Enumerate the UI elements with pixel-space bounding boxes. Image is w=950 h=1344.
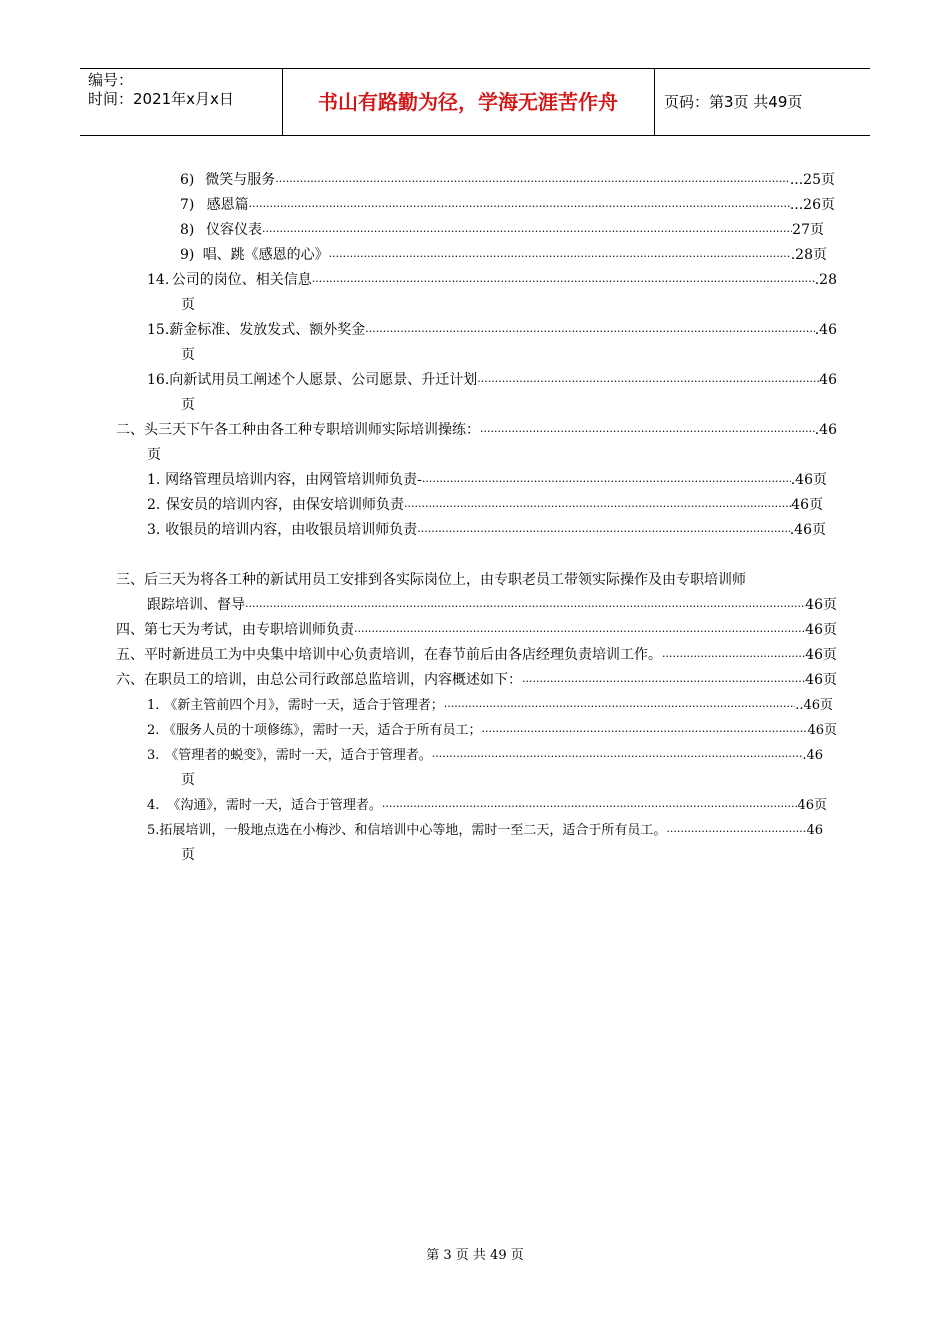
- toc-entry: [147, 318, 837, 343]
- toc-entry-page: .46: [814, 322, 837, 338]
- toc-entry-page-cont: 页: [181, 297, 195, 313]
- toc-leader-dots: [422, 471, 791, 493]
- toc-section-title: 五、平时新进员工为中央集中培训中心负责培训，在春节前后由各店经理负责培训工作。: [116, 647, 662, 663]
- toc-entry-page: 46页: [807, 723, 837, 738]
- toc-entry: [147, 743, 823, 768]
- toc-entry: [180, 243, 827, 268]
- toc-leader-dots: [480, 421, 815, 443]
- toc-entry: [180, 193, 835, 218]
- toc-entry: [147, 518, 826, 543]
- toc-entry-page: ...26页: [789, 197, 835, 213]
- toc-section: [116, 418, 837, 443]
- toc-entry-page: .46页: [789, 522, 826, 538]
- toc-entry-title: 保安员的培训内容，由保安培训师负责: [166, 497, 405, 513]
- toc-entry-page: 46页: [791, 497, 823, 513]
- toc-section: [116, 643, 837, 668]
- toc-entry-title: 《新主管前四个月》，需时一天，适合于管理者；: [164, 698, 444, 713]
- toc-entry: [147, 693, 833, 718]
- toc-leader-dots: [329, 246, 791, 268]
- toc-leader-dots: [249, 196, 790, 218]
- toc-entry-title: 收银员的培训内容，由收银员培训师负责: [165, 522, 418, 538]
- toc-entry-page: 27页: [792, 222, 824, 238]
- toc-entry-title: 《沟通》，需时一天，适合于管理者。: [167, 798, 382, 813]
- toc-entry-number: 7): [180, 197, 195, 213]
- toc-leader-dots: [522, 671, 805, 693]
- toc-section-title: 三、后三天为将各工种的新试用员工安排到各实际岗位上，由专职老员工带领实际操作及由专职培训师: [116, 572, 746, 588]
- toc-leader-dots: [245, 596, 805, 618]
- toc-entry-title: 公司的岗位、相关信息: [171, 272, 312, 288]
- toc-entry: [147, 468, 827, 493]
- toc-entry-title: 向新试用员工阐述个人愿景、公司愿景、升迁计划: [169, 372, 478, 388]
- toc-entry-title: 《管理者的蜕变》，需时一天，适合于管理者。: [165, 748, 432, 763]
- toc-entry-number: 6): [180, 172, 195, 188]
- toc-section: [116, 618, 837, 643]
- toc-entry: [147, 818, 823, 843]
- toc-leader-dots: [482, 721, 808, 743]
- toc-leader-dots: [262, 221, 792, 243]
- toc-entry-page: 46页: [805, 647, 837, 663]
- toc-entry-title: 仪容仪表: [206, 222, 263, 238]
- toc-entry-title: 拓展培训，一般地点选在小梅沙、和信培训中心等地，需时一至二天，适合于所有员工。: [159, 823, 667, 838]
- toc-leader-dots: [432, 746, 803, 768]
- toc-entry-number: 4.: [147, 798, 160, 813]
- toc-entry-number: 14.: [147, 272, 170, 288]
- toc-section-title: 四、第七天为考试，由专职培训师负责: [116, 622, 354, 638]
- header-page-label: 页码：第3页 共49页: [664, 93, 803, 111]
- toc-leader-dots: [417, 521, 789, 543]
- toc-leader-dots: [365, 321, 814, 343]
- toc-entry-title: 薪金标准、发放发式、额外奖金: [169, 322, 366, 338]
- toc-entry-page: .28: [814, 272, 837, 288]
- toc-entry-page: ..46页: [795, 698, 833, 713]
- toc-entry-number: 3.: [147, 748, 160, 763]
- toc-entry-number: 8): [180, 222, 195, 238]
- toc-entry-number: 1.: [147, 698, 160, 713]
- toc-entry-number: 2.: [147, 723, 160, 738]
- toc-entry-page: .28页: [790, 247, 827, 263]
- toc-entry-title: 网络管理员培训内容，由网管培训师负责-: [165, 472, 422, 488]
- page-footer: 第 3 页 共 49 页: [426, 1248, 524, 1263]
- toc-entry-page: .46: [802, 748, 823, 763]
- toc-entry-number: 5.: [147, 823, 160, 838]
- toc-section: [147, 593, 837, 618]
- toc-entry-page-cont: 页: [181, 847, 195, 863]
- toc-entry: [147, 718, 837, 743]
- toc-entry-page: 46页: [805, 672, 837, 688]
- toc-entry: [147, 493, 823, 518]
- toc-entry-page: 46: [819, 372, 837, 388]
- toc-leader-dots: [382, 796, 798, 818]
- toc-leader-dots: [477, 371, 819, 393]
- toc-entry-page-cont: 页: [181, 347, 195, 363]
- toc-leader-dots: [275, 171, 790, 193]
- toc-section: [116, 668, 837, 693]
- toc-entry-page: .46页: [790, 472, 827, 488]
- toc-entry-page-cont: 页: [147, 447, 161, 463]
- toc-entry: [147, 268, 837, 293]
- serial-number-label: 编号：: [88, 71, 134, 89]
- toc-leader-dots: [666, 821, 806, 843]
- header-motto: 书山有路勤为径，学海无涯苦作舟: [318, 90, 618, 114]
- toc-entry-number: 15.: [147, 322, 170, 338]
- toc-entry: [180, 218, 824, 243]
- toc-entry-page-cont: 页: [181, 772, 195, 788]
- date-label: 时间：2021年x月x日: [88, 90, 234, 108]
- toc-entry: [147, 368, 837, 393]
- toc-leader-dots: [312, 271, 815, 293]
- toc-leader-dots: [354, 621, 805, 643]
- toc-entry-title: 微笑与服务: [205, 172, 276, 188]
- toc-entry-number: 3.: [147, 522, 161, 538]
- toc-entry-number: 9): [180, 247, 195, 263]
- toc-entry: [147, 793, 827, 818]
- toc-leader-dots: [444, 696, 795, 718]
- toc-entry: [180, 168, 835, 193]
- toc-entry-number: 16.: [147, 372, 170, 388]
- toc-entry-page: 46页: [805, 622, 837, 638]
- toc-entry-page: 46页: [805, 597, 837, 613]
- toc-entry-title: 《服务人员的十项修练》，需时一天，适合于所有员工；: [163, 723, 482, 738]
- toc-entry-number: 1.: [147, 472, 161, 488]
- toc-section-title: 二、头三天下午各工种由各工种专职培训师实际培训操练：: [116, 422, 480, 438]
- toc-entry-title: 唱、跳《感恩的心》: [202, 247, 329, 263]
- toc-entry-page-cont: 页: [181, 397, 195, 413]
- toc-entry-page: .46: [814, 422, 837, 438]
- toc-entry-number: 2.: [147, 497, 161, 513]
- toc-leader-dots: [662, 646, 805, 668]
- toc-entry-page: 46页: [797, 798, 827, 813]
- toc-section-title: 六、在职员工的培训，由总公司行政部总监培训，内容概述如下：: [116, 672, 522, 688]
- toc-entry-page: 46: [806, 823, 823, 838]
- toc-entry-title: 感恩篇: [206, 197, 249, 213]
- toc-section-title-cont: 跟踪培训、督导: [147, 597, 245, 613]
- toc-leader-dots: [404, 496, 791, 518]
- toc-entry-page: ...25页: [789, 172, 835, 188]
